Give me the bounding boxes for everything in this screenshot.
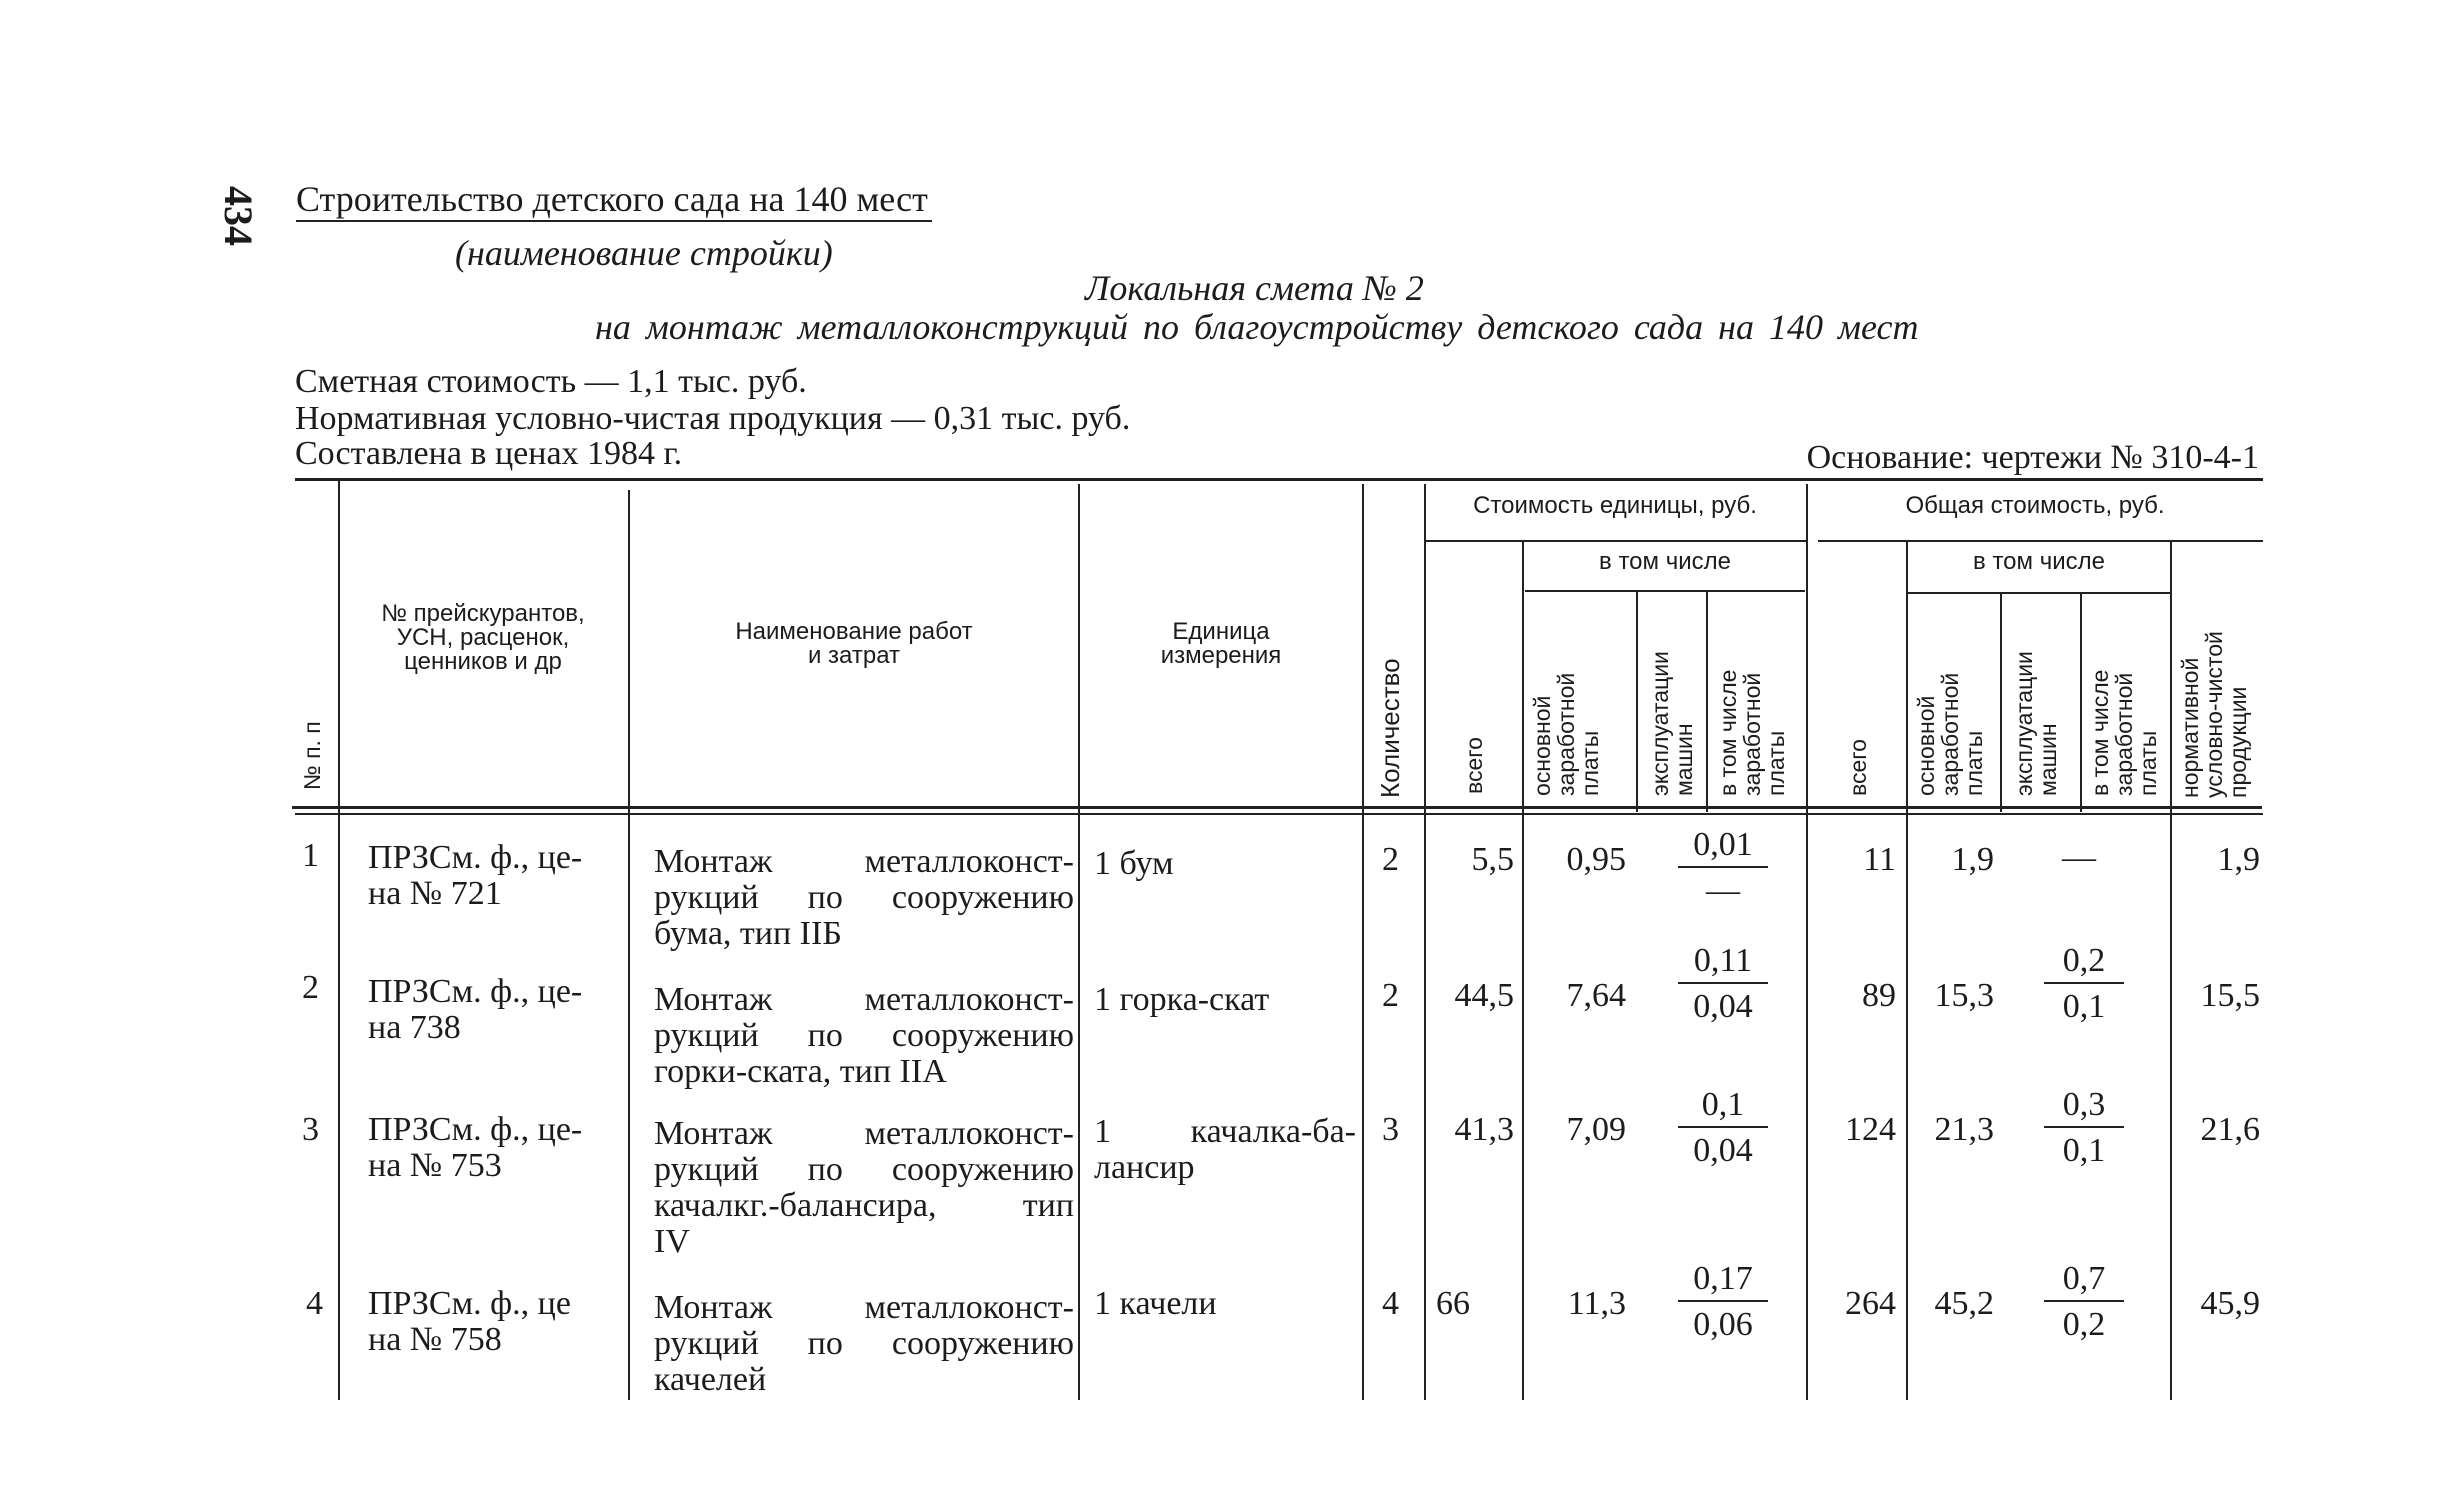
header-total-incl-wages: в том числе заработной платы <box>2087 669 2161 796</box>
row-total-wages: 15,3 <box>1934 977 1994 1014</box>
header-row-no: № п. п <box>299 721 325 790</box>
row-no: 2 <box>302 969 319 1006</box>
total-cost-incl-rule <box>1908 592 2172 594</box>
row-unit: 1 качели <box>1094 1285 1217 1322</box>
row-total-machine: — <box>2062 839 2096 876</box>
header-total-cost-group: Общая стоимость, руб. <box>1905 492 2165 519</box>
row-unit: 1 горка-скат <box>1094 981 1270 1018</box>
row-unit-machine-fraction: $\frac{0,1}{0,04}$ <box>1678 1088 1768 1168</box>
row-work-name: Монтаж металлоконст- рукций по сооружению качелей <box>654 1289 1074 1398</box>
row-unit-total: 41,3 <box>1454 1111 1514 1148</box>
row-work-name: Монтаж металлоконст- рукций по сооружению горки-ската, тип IIA <box>654 981 1074 1090</box>
header-unit-cost-incl: в том числе <box>1599 548 1731 575</box>
header-unit-cost-group: Стоимость единицы, руб. <box>1473 492 1757 519</box>
row-total-machine-fraction: $\frac{0,3}{0,1}$ <box>2044 1088 2124 1168</box>
row-total: 11 <box>1863 841 1896 878</box>
row-total-wages: 45,2 <box>1934 1285 1994 1322</box>
row-unit-total: 5,5 <box>1471 841 1514 878</box>
header-work-name: Наименование работ и затрат <box>735 618 973 669</box>
row-no: 1 <box>302 837 319 874</box>
normative-output: Нормативная условно-чистая продукция — 0,31 тыс. руб. <box>295 400 1131 437</box>
col-rule-8 <box>1706 592 1708 812</box>
row-unit-machine-fraction: $\frac{0,11}{0,04}$ <box>1678 944 1768 1024</box>
row-total: 89 <box>1862 977 1896 1014</box>
header-unit-base-wages: основной заработной платы <box>1529 672 1603 796</box>
header-total-machine: эксплуатации машин <box>2011 651 2061 796</box>
row-unit: 1 качалка-ба- лансир <box>1094 1113 1356 1186</box>
row-work-name: Монтаж металлоконст- рукций по сооружению бума, тип IIБ <box>654 843 1074 952</box>
row-unit-machine-fraction: 0,01 — <box>1678 828 1768 908</box>
header-total-base-wages: основной заработной платы <box>1913 672 1987 796</box>
col-rule-3 <box>1078 484 1080 1400</box>
row-unit-machine-fraction: $\frac{0,17}{0,06}$ <box>1678 1262 1768 1342</box>
col-rule-12 <box>2080 594 2082 812</box>
row-normative: 21,6 <box>2200 1111 2260 1148</box>
col-rule-6 <box>1522 542 1524 1400</box>
drawings-basis: Основание: чертежи № 310-4-1 <box>1806 439 2259 476</box>
row-no: 4 <box>306 1285 323 1322</box>
col-rule-7 <box>1636 592 1638 812</box>
header-price-refs: № прейскурантов, УСН, расценок, ценников и др <box>381 600 585 675</box>
col-rule-4 <box>1362 484 1364 1400</box>
row-unit-wages: 7,09 <box>1566 1111 1626 1148</box>
col-rule-9 <box>1806 484 1808 1400</box>
row-unit-total: 44,5 <box>1454 977 1514 1014</box>
header-total-cost-incl: в том числе <box>1973 548 2105 575</box>
header-unit-machine: эксплуатации машин <box>1647 651 1697 796</box>
header-unit-total: всего <box>1461 737 1487 794</box>
col-rule-2 <box>628 490 630 1400</box>
header-quantity: Количество <box>1375 658 1405 798</box>
row-unit-wages: 11,3 <box>1567 1285 1626 1322</box>
header-bottom-rule-2 <box>295 813 2263 815</box>
col-rule-5 <box>1424 484 1426 1400</box>
row-normative: 1,9 <box>2217 841 2260 878</box>
col-rule-11 <box>2000 594 2002 812</box>
page-number: 434 <box>216 186 261 246</box>
site-name: Строительство детского сада на 140 мест <box>296 178 932 222</box>
row-qty: 3 <box>1382 1111 1399 1148</box>
site-caption: (наименование стройки) <box>455 233 833 273</box>
row-unit-wages: 7,64 <box>1566 977 1626 1014</box>
col-rule-10 <box>1906 542 1908 1400</box>
row-qty: 2 <box>1382 841 1399 878</box>
document-title: Локальная смета № 2 <box>1085 268 1424 308</box>
prices-basis: Составлена в ценах 1984 г. <box>295 435 683 472</box>
document-subtitle: на монтаж металлоконструкций по благоустройству детского сада на 140 мест <box>595 307 1919 347</box>
row-unit-wages: 0,95 <box>1566 841 1626 878</box>
row-no: 3 <box>302 1111 319 1148</box>
row-qty: 4 <box>1382 1285 1399 1322</box>
header-unit: Единица измерения <box>1160 618 1282 669</box>
row-ref: ПРЗСм. ф., це- на № 721 <box>368 839 583 912</box>
row-unit: 1 бум <box>1094 845 1174 882</box>
row-total: 124 <box>1845 1111 1896 1148</box>
header-total-total: всего <box>1845 739 1871 796</box>
table-top-rule <box>295 478 2263 481</box>
header-bottom-rule <box>292 806 2262 809</box>
row-qty: 2 <box>1382 977 1399 1014</box>
row-ref: ПРЗСм. ф., це- на № 753 <box>368 1111 583 1184</box>
row-total-machine-fraction: $\frac{0,7}{0,2}$ <box>2044 1262 2124 1342</box>
row-normative: 15,5 <box>2200 977 2260 1014</box>
header-normative-output: нормативной условно-чистой продукции <box>2177 631 2251 798</box>
row-total: 264 <box>1845 1285 1896 1322</box>
row-ref: ПРЗСм. ф., це на № 758 <box>368 1285 571 1358</box>
row-unit-total: 66 <box>1436 1285 1470 1322</box>
header-unit-incl-wages: в том числе заработной платы <box>1715 669 1789 796</box>
row-work-name: Монтаж металлоконст- рукций по сооружению качалкг.-балансира, тип IV <box>654 1115 1074 1260</box>
unit-cost-incl-rule <box>1525 590 1805 592</box>
row-normative: 45,9 <box>2200 1285 2260 1322</box>
col-rule-13 <box>2170 542 2172 1400</box>
row-ref: ПРЗСм. ф., це- на 738 <box>368 973 583 1046</box>
total-cost-subrule <box>1818 540 2263 542</box>
estimated-cost: Сметная стоимость — 1,1 тыс. руб. <box>295 363 807 400</box>
unit-cost-subrule <box>1426 540 1806 542</box>
row-total-machine-fraction: $\frac{0,2}{0,1}$ <box>2044 944 2124 1024</box>
row-total-wages: 1,9 <box>1951 841 1994 878</box>
row-total-wages: 21,3 <box>1934 1111 1994 1148</box>
